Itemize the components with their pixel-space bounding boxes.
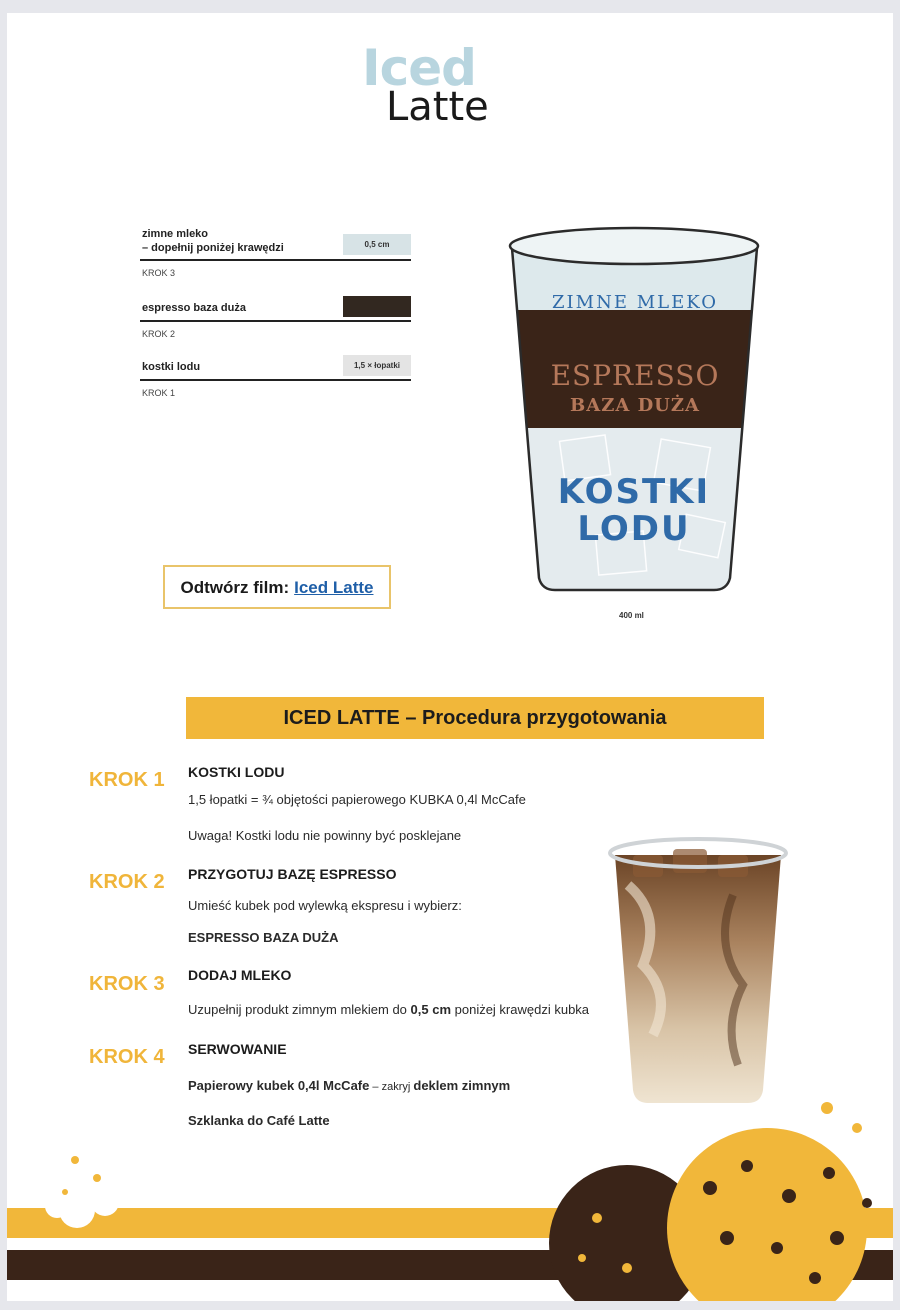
cup-label-base: BAZA DUŻA [570, 395, 700, 416]
title-latte: Latte [386, 84, 489, 130]
divider-line [140, 320, 411, 322]
step-1-number: KROK 1 [89, 769, 165, 791]
milk-measure-box: 0,5 cm [343, 234, 411, 255]
cup-label-ice-2: LODU [577, 509, 691, 549]
cookie-footer-decoration [7, 1098, 893, 1301]
iced-latte-photo [603, 825, 793, 1110]
step-3-number: KROK 3 [89, 973, 165, 995]
video-label: Odtwórz film [180, 577, 284, 597]
krok-label: KROK 1 [142, 388, 176, 398]
step-4-number: KROK 4 [89, 1046, 165, 1068]
cup-size-label: 400 ml [619, 611, 644, 620]
step-1-title: KOSTKI LODU [188, 764, 285, 780]
step-2-selection: ESPRESSO BAZA DUŻA [188, 930, 339, 945]
divider-line [140, 259, 411, 261]
layered-cup-illustration [502, 218, 772, 608]
step-3-text: Uzupełnij produkt zimnym mlekiem do 0,5 cm poniżej krawędzi kubka [188, 1002, 590, 1017]
espresso-color-box [343, 296, 411, 317]
step-4-title: SERWOWANIE [188, 1041, 287, 1057]
recipe-page [7, 13, 893, 1301]
ingredient-ice-label: kostki lodu [142, 361, 201, 373]
krok-label: KROK 3 [142, 268, 176, 278]
cup-label-ice: KOSTKI [557, 472, 711, 512]
step-1-text: 1,5 łopatki = ¾ objętości papierowego KUBKA 0,4l McCafe [188, 792, 526, 807]
ice-measure-box: 1,5 × łopatki [343, 355, 411, 376]
step-2-text: Umieść kubek pod wylewką ekspresu i wybierz: [188, 898, 462, 913]
krok-label: KROK 2 [142, 329, 176, 339]
video-link-box[interactable]: Odtwórz film : Iced Latte [163, 565, 391, 609]
step-2-number: KROK 2 [89, 871, 165, 893]
step-1-note: Uwaga! Kostki lodu nie powinny być posklejane [188, 828, 462, 843]
ingredient-espresso-label: espresso baza duża [142, 302, 246, 314]
step-2-title: PRZYGOTUJ BAZĘ ESPRESSO [188, 866, 397, 882]
cup-label-espresso: ESPRESSO [550, 359, 720, 392]
step-4-glass: Szklanka do Café Latte [188, 1113, 330, 1128]
divider-line [140, 379, 411, 381]
step-4-text: Papierowy kubek 0,4l McCafe – zakryj deklem zimnym [188, 1078, 511, 1093]
video-link[interactable]: Iced Latte [294, 577, 374, 597]
title-iced: Iced [362, 39, 476, 97]
ingredient-milk-label: zimne mleko – dopełnij poniżej krawędzi [142, 228, 284, 255]
procedure-banner: ICED LATTE – Procedura przygotowania [186, 697, 764, 739]
step-3-title: DODAJ MLEKO [188, 967, 292, 983]
cup-label-milk: ZIMNE MLEKO [552, 292, 718, 313]
